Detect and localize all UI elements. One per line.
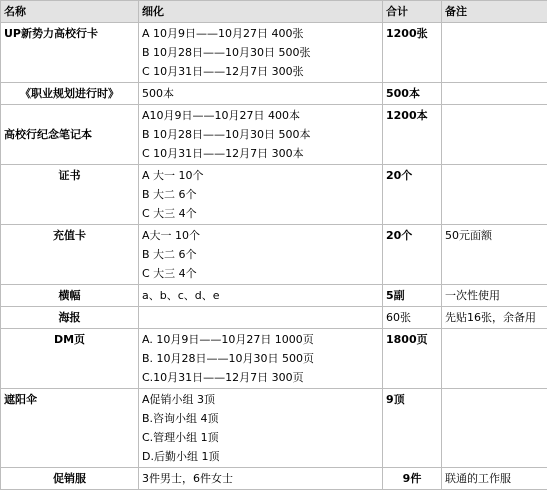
table-row [1, 329, 547, 389]
detail-line: D.后勤小组 1顶 [142, 447, 379, 466]
item-note: 联通的工作服 [442, 468, 547, 490]
header-total: 合计 [383, 1, 442, 23]
header-detail: 细化 [139, 1, 383, 23]
item-detail [139, 225, 383, 285]
item-total: 1200本 [383, 105, 442, 165]
detail-line: A促销小组 3顶 [142, 390, 379, 409]
table-row [1, 165, 547, 225]
table-row [1, 307, 547, 329]
item-total: 1200张 [383, 23, 442, 83]
item-name: 《职业规划进行时》 [1, 83, 139, 105]
item-name: 遮阳伞 [1, 389, 139, 468]
detail-line: B.咨询小组 4顶 [142, 409, 379, 428]
item-note: 先贴16张，余备用 [442, 307, 547, 329]
item-detail [139, 389, 383, 468]
item-detail [139, 329, 383, 389]
table-row [1, 225, 547, 285]
item-total: 20个 [383, 165, 442, 225]
item-total: 20个 [383, 225, 442, 285]
item-note [442, 23, 547, 83]
item-note: 50元面额 [442, 225, 547, 285]
header-note: 备注 [442, 1, 547, 23]
item-note [442, 165, 547, 225]
item-detail [139, 285, 383, 307]
item-total: 500本 [383, 83, 442, 105]
item-detail [139, 23, 383, 83]
detail-line: A10月9日——10月27日 400本 [142, 106, 379, 125]
item-total: 60张 [383, 307, 442, 329]
item-name: UP新势力高校行卡 [1, 23, 139, 83]
detail-line: B 10月28日——10月30日 500本 [142, 125, 379, 144]
table-row [1, 285, 547, 307]
item-note: 一次性使用 [442, 285, 547, 307]
header-name: 名称 [1, 1, 139, 23]
detail-line: C.10月31日——12月7日 300页 [142, 368, 379, 387]
detail-line: C 10月31日——12月7日 300张 [142, 62, 379, 81]
detail-line: C 大三 4个 [142, 264, 379, 283]
item-note [442, 389, 547, 468]
detail-line: a、b、c、d、e [142, 286, 379, 305]
detail-line: 3件男士，6件女士 [142, 469, 379, 488]
table-row [1, 105, 547, 165]
item-note [442, 83, 547, 105]
table-row [1, 468, 547, 490]
table-row [1, 23, 547, 83]
item-note [442, 105, 547, 165]
detail-line: A. 10月9日——10月27日 1000页 [142, 330, 379, 349]
header-row [1, 1, 547, 23]
item-detail [139, 105, 383, 165]
item-note [442, 329, 547, 389]
item-total: 9顶 [383, 389, 442, 468]
item-name: 证书 [1, 165, 139, 225]
detail-line: B 大二 6个 [142, 185, 379, 204]
item-total: 9件 [383, 468, 442, 490]
item-detail [139, 307, 383, 329]
detail-line: A 10月9日——10月27日 400张 [142, 24, 379, 43]
item-name: 横幅 [1, 285, 139, 307]
detail-line: C 大三 4个 [142, 204, 379, 223]
detail-line: A大一 10个 [142, 226, 379, 245]
item-total: 1800页 [383, 329, 442, 389]
detail-line: B 大二 6个 [142, 245, 379, 264]
item-name: DM页 [1, 329, 139, 389]
table-row [1, 389, 547, 468]
item-detail [139, 468, 383, 490]
detail-line: 500本 [142, 84, 379, 103]
item-name: 促销服 [1, 468, 139, 490]
item-name: 充值卡 [1, 225, 139, 285]
item-total: 5副 [383, 285, 442, 307]
detail-line: B. 10月28日——10月30日 500页 [142, 349, 379, 368]
table-row [1, 83, 547, 105]
item-name: 海报 [1, 307, 139, 329]
item-detail [139, 165, 383, 225]
item-detail [139, 83, 383, 105]
detail-line: C 10月31日——12月7日 300本 [142, 144, 379, 163]
detail-line: C.管理小组 1顶 [142, 428, 379, 447]
detail-line: B 10月28日——10月30日 500张 [142, 43, 379, 62]
detail-line: A 大一 10个 [142, 166, 379, 185]
item-name: 高校行纪念笔记本 [1, 105, 139, 165]
